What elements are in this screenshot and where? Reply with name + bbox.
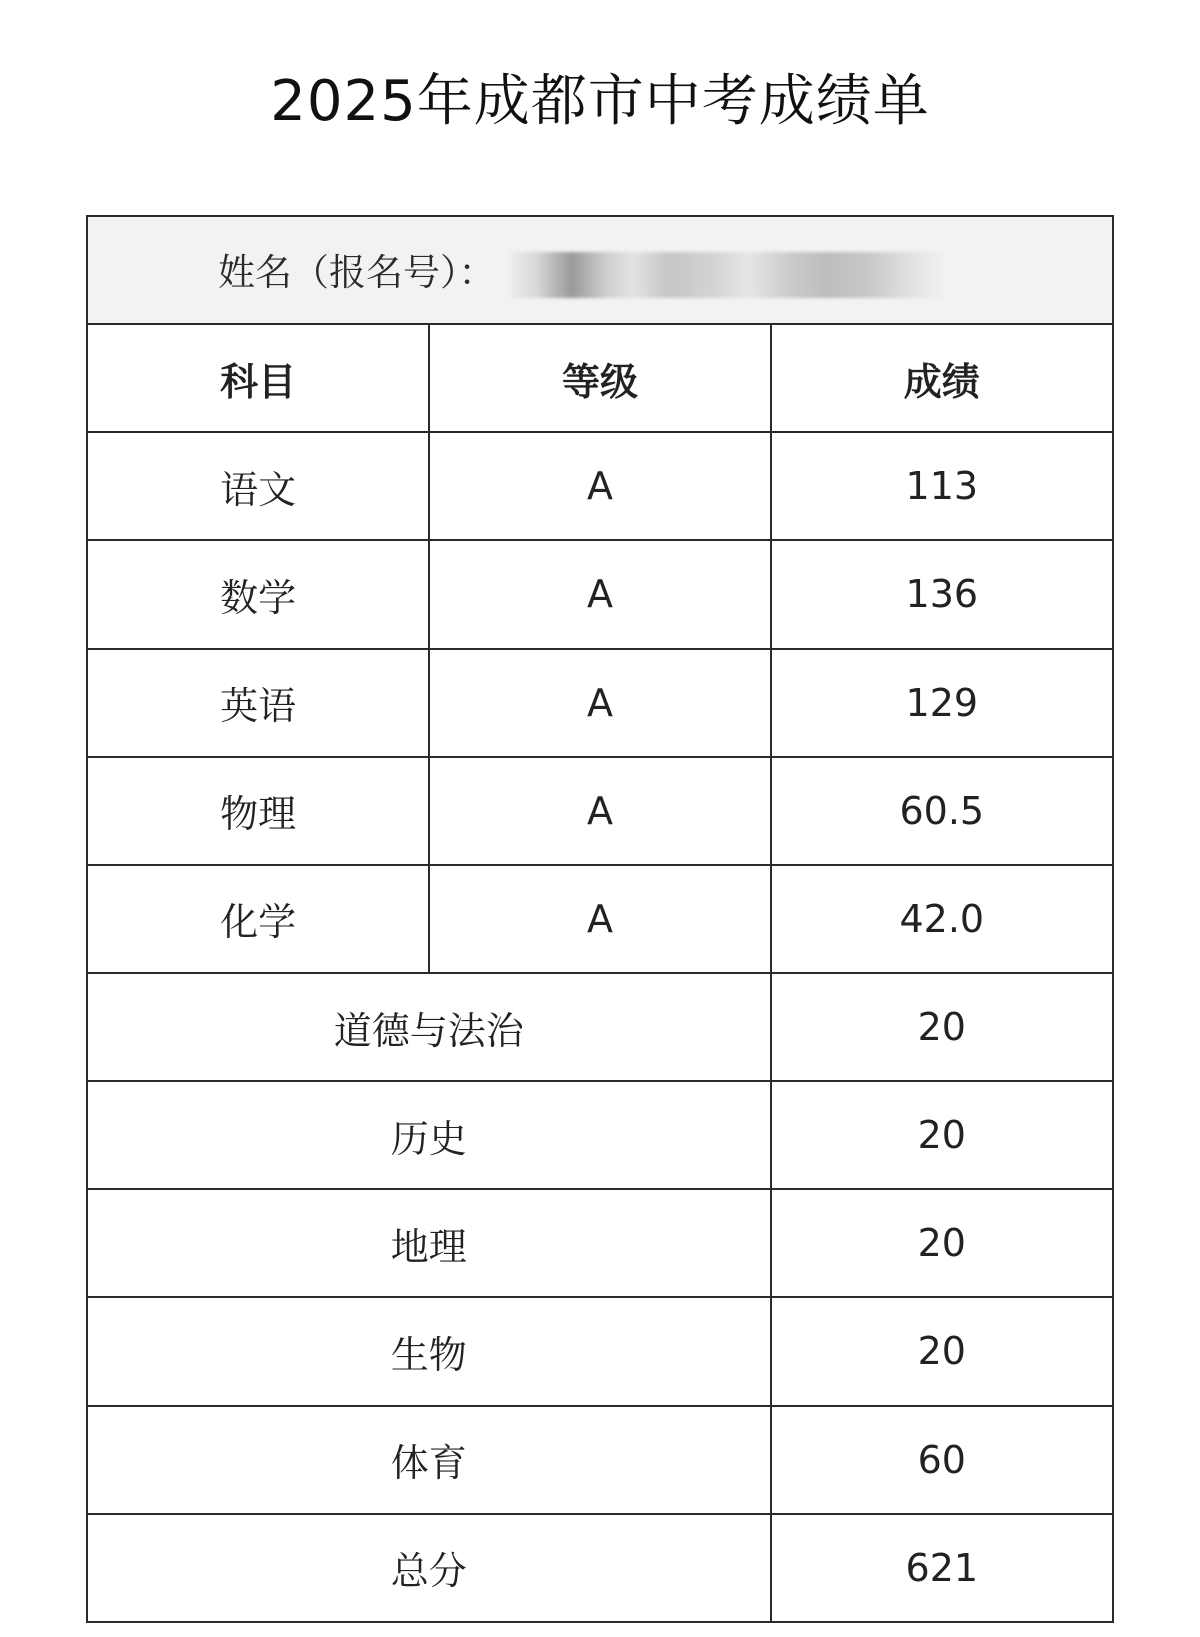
score-cell: 129 bbox=[771, 649, 1113, 757]
name-cell bbox=[87, 216, 1113, 324]
table-row bbox=[87, 540, 1113, 648]
total-row bbox=[87, 1514, 1113, 1622]
page-title: 2025年成都市中考成绩单 bbox=[270, 69, 930, 134]
table-row bbox=[87, 1406, 1113, 1514]
score-cell: 20 bbox=[771, 1297, 1113, 1405]
score-cell: 60 bbox=[771, 1406, 1113, 1514]
subject-cell: 生物 bbox=[87, 1297, 771, 1405]
subject-cell: 化学 bbox=[87, 865, 429, 973]
redacted-name bbox=[510, 252, 950, 298]
table-row bbox=[87, 432, 1113, 540]
score-cell: 20 bbox=[771, 1081, 1113, 1189]
table-row bbox=[87, 865, 1113, 973]
table-row bbox=[87, 1189, 1113, 1297]
header-subject: 科目 bbox=[87, 324, 429, 432]
table-row bbox=[87, 649, 1113, 757]
score-cell: 113 bbox=[771, 432, 1113, 540]
subject-cell: 语文 bbox=[87, 432, 429, 540]
subject-cell: 体育 bbox=[87, 1406, 771, 1514]
score-cell: 42.0 bbox=[771, 865, 1113, 973]
score-cell: 136 bbox=[771, 540, 1113, 648]
name-row bbox=[87, 216, 1113, 324]
table-row bbox=[87, 757, 1113, 865]
header-score: 成绩 bbox=[771, 324, 1113, 432]
grade-cell: A bbox=[429, 649, 770, 757]
subject-cell: 英语 bbox=[87, 649, 429, 757]
score-table bbox=[86, 215, 1114, 1623]
subject-cell: 物理 bbox=[87, 757, 429, 865]
total-score: 621 bbox=[771, 1514, 1113, 1622]
table-row bbox=[87, 1081, 1113, 1189]
subject-cell: 道德与法治 bbox=[87, 973, 771, 1081]
subject-cell: 历史 bbox=[87, 1081, 771, 1189]
table-row bbox=[87, 1297, 1113, 1405]
grade-cell: A bbox=[429, 432, 770, 540]
header-row bbox=[87, 324, 1113, 432]
header-grade: 等级 bbox=[429, 324, 770, 432]
grade-cell: A bbox=[429, 540, 770, 648]
score-cell: 60.5 bbox=[771, 757, 1113, 865]
subject-cell: 地理 bbox=[87, 1189, 771, 1297]
subject-cell: 数学 bbox=[87, 540, 429, 648]
score-cell: 20 bbox=[771, 973, 1113, 1081]
grade-cell: A bbox=[429, 757, 770, 865]
total-label: 总分 bbox=[87, 1514, 771, 1622]
score-cell: 20 bbox=[771, 1189, 1113, 1297]
grade-cell: A bbox=[429, 865, 770, 973]
table-row bbox=[87, 973, 1113, 1081]
name-label: 姓名（报名号）： bbox=[218, 251, 496, 295]
